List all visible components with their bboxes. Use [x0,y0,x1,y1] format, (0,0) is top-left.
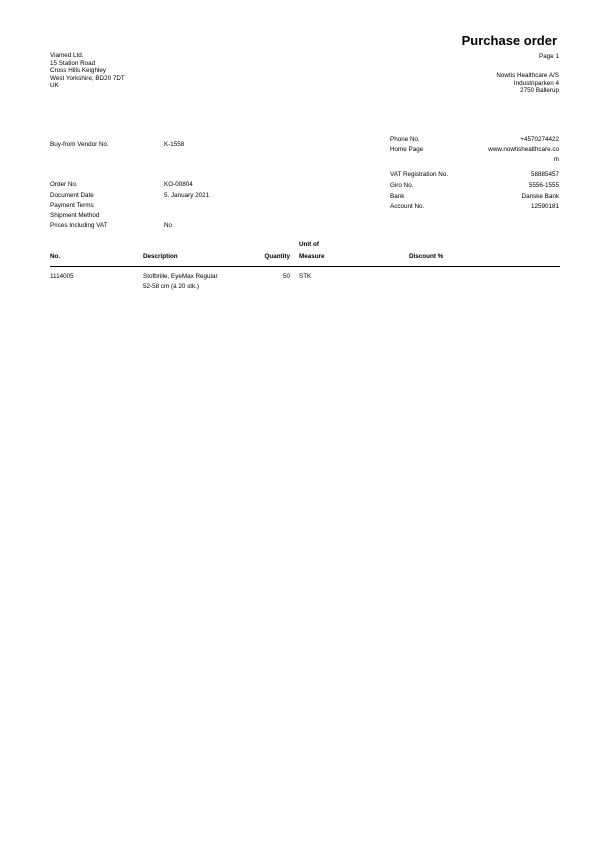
buyer-address-line: Cross Hills Keighley [50,67,106,75]
buyer-address-line: 15 Station Road [50,59,96,67]
row-description-continued: 52-58 cm (á 20 stk.) [143,283,199,290]
buy-from-vendor-label: Buy-from Vendor No. [50,141,109,148]
row-quantity: 50 [282,273,290,280]
row-no: 1114005 [50,273,74,280]
buyer-address-line: UK [50,82,59,90]
order-no-label: Order No. [50,181,78,188]
prices-including-vat-value: No [164,222,173,229]
account-no-label: Account No. [390,203,425,210]
bank-label: Bank [390,193,405,200]
col-header-uom-line1: Unit of [299,241,319,248]
vat-registration-label: VAT Registration No. [390,171,449,178]
col-header-description: Description [143,253,178,260]
row-description: Stofbrille, EyeMax Regular [143,273,218,280]
col-header-no: No. [50,253,61,260]
giro-no-value: 5556-1555 [528,182,559,189]
vendor-address-line: Industriparken 4 [513,79,559,87]
phone-value: +4570274422 [520,136,559,143]
col-header-uom-line2: Measure [299,253,325,260]
document-date-value: 5. January 2021 [164,192,210,199]
buyer-address [50,52,125,90]
giro-no-label: Giro No. [390,182,414,189]
vat-registration-value: 58885457 [530,171,559,178]
table-header-rule [50,266,560,267]
home-page-value-continued: m [553,156,559,163]
vendor-address-line: Nowtis Healthcare A/S [496,72,559,79]
buyer-address-line: West Yorkshire, BD20 7DT [50,74,125,82]
buy-from-vendor-value: K-1558 [164,141,185,148]
buyer-address-line: Viamed Ltd. [50,52,84,59]
shipment-method-label: Shipment Method [50,212,100,219]
order-no-value: KO-00804 [164,181,193,188]
vendor-address-line: 2750 Ballerup [520,87,559,95]
phone-label: Phone No. [390,136,420,143]
prices-including-vat-label: Prices Including VAT [50,222,108,229]
row-uom: STK [299,273,312,280]
page-number: Page 1 [539,53,559,60]
home-page-label: Home Page [390,146,424,153]
vendor-address [496,72,559,95]
document-date-label: Document Date [50,192,94,199]
account-no-value: 12590181 [530,203,559,210]
bank-value: Danske Bank [521,193,559,200]
document-title: Purchase order [461,33,557,48]
home-page-value: www.nowtishealthcare.co [488,146,559,153]
col-header-quantity: Quantity [264,253,290,260]
col-header-discount: Discount % [409,253,444,260]
payment-terms-label: Payment Terms [50,202,94,209]
